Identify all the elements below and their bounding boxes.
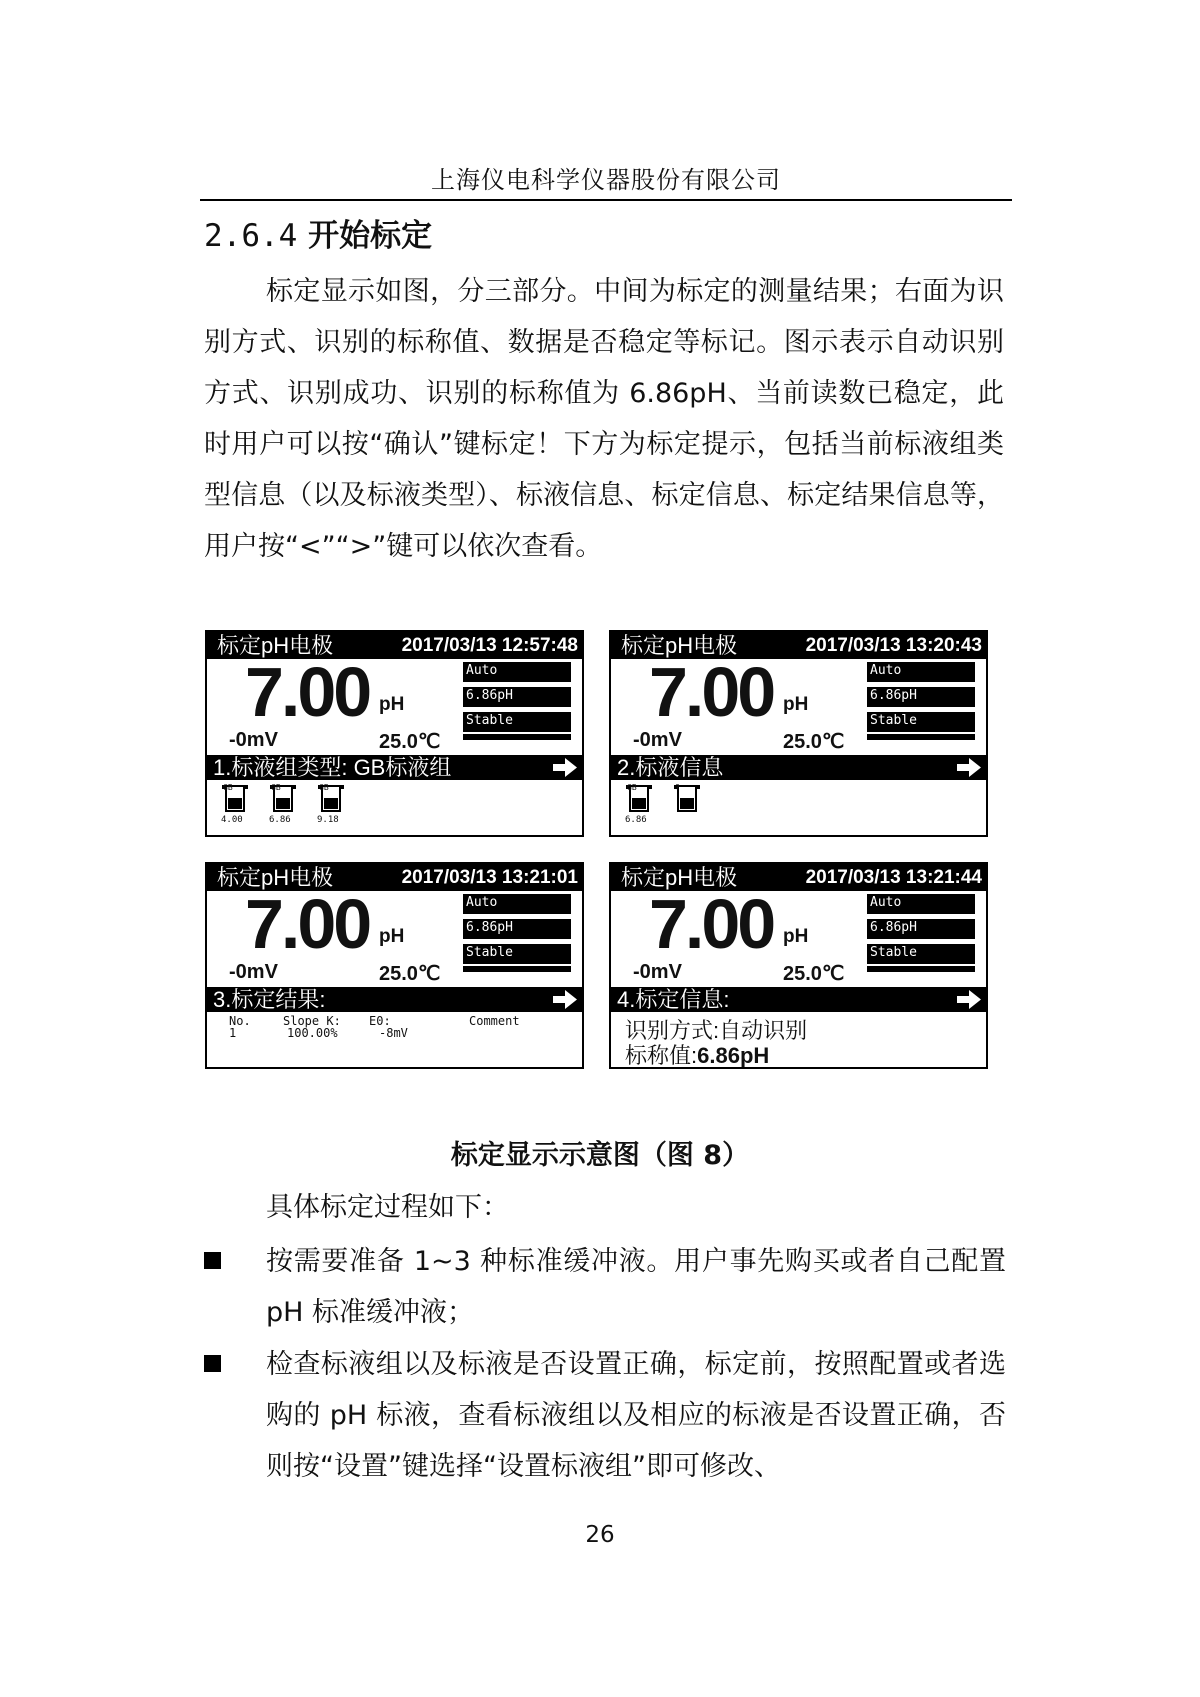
beaker-cap: GB <box>223 783 233 792</box>
temp-readout: 25.0℃ <box>379 963 441 985</box>
beaker-value: 6.86 <box>625 815 647 825</box>
body-paragraph: 标定显示如图，分三部分。中间为标定的测量结果；右面为识别方式、识别的标称值、数据是否稳定等标记。图示表示自动识别方式、识别成功、识别的标称值为 6.86pH、当前读数已稳定，此时用户可以按“确认”键标定！下方为标定提示，包括当前标液组类型信息（以及标液类型）、标液信息、标定信息、标定结果信息等，用户按“<”“>”键可以依次查看。 <box>204 276 1004 562</box>
procedure-intro: 具体标定过程如下： <box>266 1192 509 1223</box>
hint-label: 4.标定信息: <box>617 987 730 1012</box>
ph-unit: pH <box>783 694 809 715</box>
beaker-cap: GB <box>627 783 637 792</box>
temp-readout: 25.0℃ <box>783 963 845 985</box>
flag-stable: Stable <box>867 944 975 964</box>
screen-time: 2017/03/13 13:21:44 <box>805 867 982 888</box>
beaker-value: 9.18 <box>317 815 339 825</box>
arrow-right-icon <box>956 757 982 783</box>
mv-readout: -0mV <box>633 729 682 751</box>
section-number: 2.6.4 <box>204 218 298 254</box>
figure-caption: 标定显示示意图（图 8） <box>450 1140 750 1171</box>
screen-time: 2017/03/13 12:57:48 <box>401 635 578 656</box>
result-header-e0: E0: <box>369 1014 391 1028</box>
flag-mode: Auto <box>463 662 571 682</box>
temp-readout: 25.0℃ <box>379 731 441 753</box>
flag-mode: Auto <box>867 894 975 914</box>
result-header-no: No. <box>229 1014 251 1028</box>
hint-label: 2.标液信息 <box>617 755 724 780</box>
hint-label: 3.标定结果: <box>213 987 326 1012</box>
flag-bar <box>867 966 975 972</box>
screen-3 <box>205 862 584 1069</box>
header-rule <box>200 199 1012 201</box>
hint-label: 1.标液组类型: GB标液组 <box>213 755 452 780</box>
section-title: 开始标定 <box>308 218 433 254</box>
flag-bar <box>463 966 571 972</box>
flag-stable: Stable <box>463 944 571 964</box>
mv-readout: -0mV <box>229 729 278 751</box>
flag-bar <box>867 734 975 740</box>
arrow-right-icon <box>956 989 982 1015</box>
flag-nominal: 6.86pH <box>867 919 975 939</box>
flag-bar <box>463 734 571 740</box>
arrow-right-icon <box>552 989 578 1015</box>
flag-nominal: 6.86pH <box>463 919 571 939</box>
screen-4 <box>609 862 988 1069</box>
list-item-text: 检查标液组以及标液是否设置正确，标定前，按照配置或者选购的 pH 标液，查看标液组以及相应的标液是否设置正确，否则按“设置”键选择“设置标液组”即可修改、 <box>266 1349 1006 1482</box>
hint-bar <box>207 755 582 780</box>
page-number: 26 <box>585 1522 615 1548</box>
result-cell-no: 1 <box>229 1026 237 1040</box>
section-heading <box>204 210 432 255</box>
mv-readout: -0mV <box>633 961 682 983</box>
beaker-cap: GB <box>319 783 329 792</box>
beaker-value: 4.00 <box>221 815 243 825</box>
screen-title: 标定pH电极 <box>217 865 334 890</box>
square-bullet-icon <box>204 1355 221 1372</box>
flag-nominal: 6.86pH <box>867 687 975 707</box>
ph-unit: pH <box>379 926 405 947</box>
screen-time: 2017/03/13 13:21:01 <box>401 867 578 888</box>
result-cell-slope: 100.00% <box>287 1026 338 1040</box>
hint-bar <box>207 987 582 1012</box>
result-cell-e0: -8mV <box>379 1026 408 1040</box>
info-recognition-mode: 识别方式:自动识别 <box>625 1018 808 1043</box>
arrow-right-icon <box>552 757 578 783</box>
screen-title: 标定pH电极 <box>621 865 738 890</box>
beaker-icon <box>269 784 297 824</box>
result-header-slope: Slope K: <box>283 1014 341 1028</box>
beaker-icon <box>317 784 345 824</box>
screen-2 <box>609 630 988 837</box>
list-item-text: 按需要准备 1~3 种标准缓冲液。用户事先购买或者自己配置 pH 标准缓冲液； <box>266 1246 1006 1328</box>
ph-value: 7.00 <box>649 885 774 963</box>
screen-title: 标定pH电极 <box>217 633 334 658</box>
beaker-value: 6.86 <box>269 815 291 825</box>
hint-bar <box>611 755 986 780</box>
beaker-icon <box>673 784 701 824</box>
page-header: 上海仪电科学仪器股份有限公司 <box>431 166 781 194</box>
mv-readout: -0mV <box>229 961 278 983</box>
screen-title: 标定pH电极 <box>621 633 738 658</box>
beaker-icon <box>625 784 653 824</box>
flag-stable: Stable <box>867 712 975 732</box>
ph-value: 7.00 <box>649 653 774 731</box>
result-header-comment: Comment <box>469 1014 520 1028</box>
flag-mode: Auto <box>867 662 975 682</box>
ph-unit: pH <box>379 694 405 715</box>
info-nominal-number: 6.86pH <box>697 1043 770 1068</box>
beaker-icon <box>221 784 249 824</box>
ph-value: 7.00 <box>245 653 370 731</box>
info-nominal-value <box>625 1039 769 1069</box>
beaker-cap: GB <box>271 783 281 792</box>
flag-nominal: 6.86pH <box>463 687 571 707</box>
screen-1 <box>205 630 584 837</box>
screen-time: 2017/03/13 13:20:43 <box>805 635 982 656</box>
beaker-cap: ? <box>675 783 680 792</box>
temp-readout: 25.0℃ <box>783 731 845 753</box>
flag-stable: Stable <box>463 712 571 732</box>
square-bullet-icon <box>204 1252 221 1269</box>
info-nominal-label: 标称值: <box>625 1043 698 1068</box>
hint-bar <box>611 987 986 1012</box>
ph-unit: pH <box>783 926 809 947</box>
ph-value: 7.00 <box>245 885 370 963</box>
flag-mode: Auto <box>463 894 571 914</box>
